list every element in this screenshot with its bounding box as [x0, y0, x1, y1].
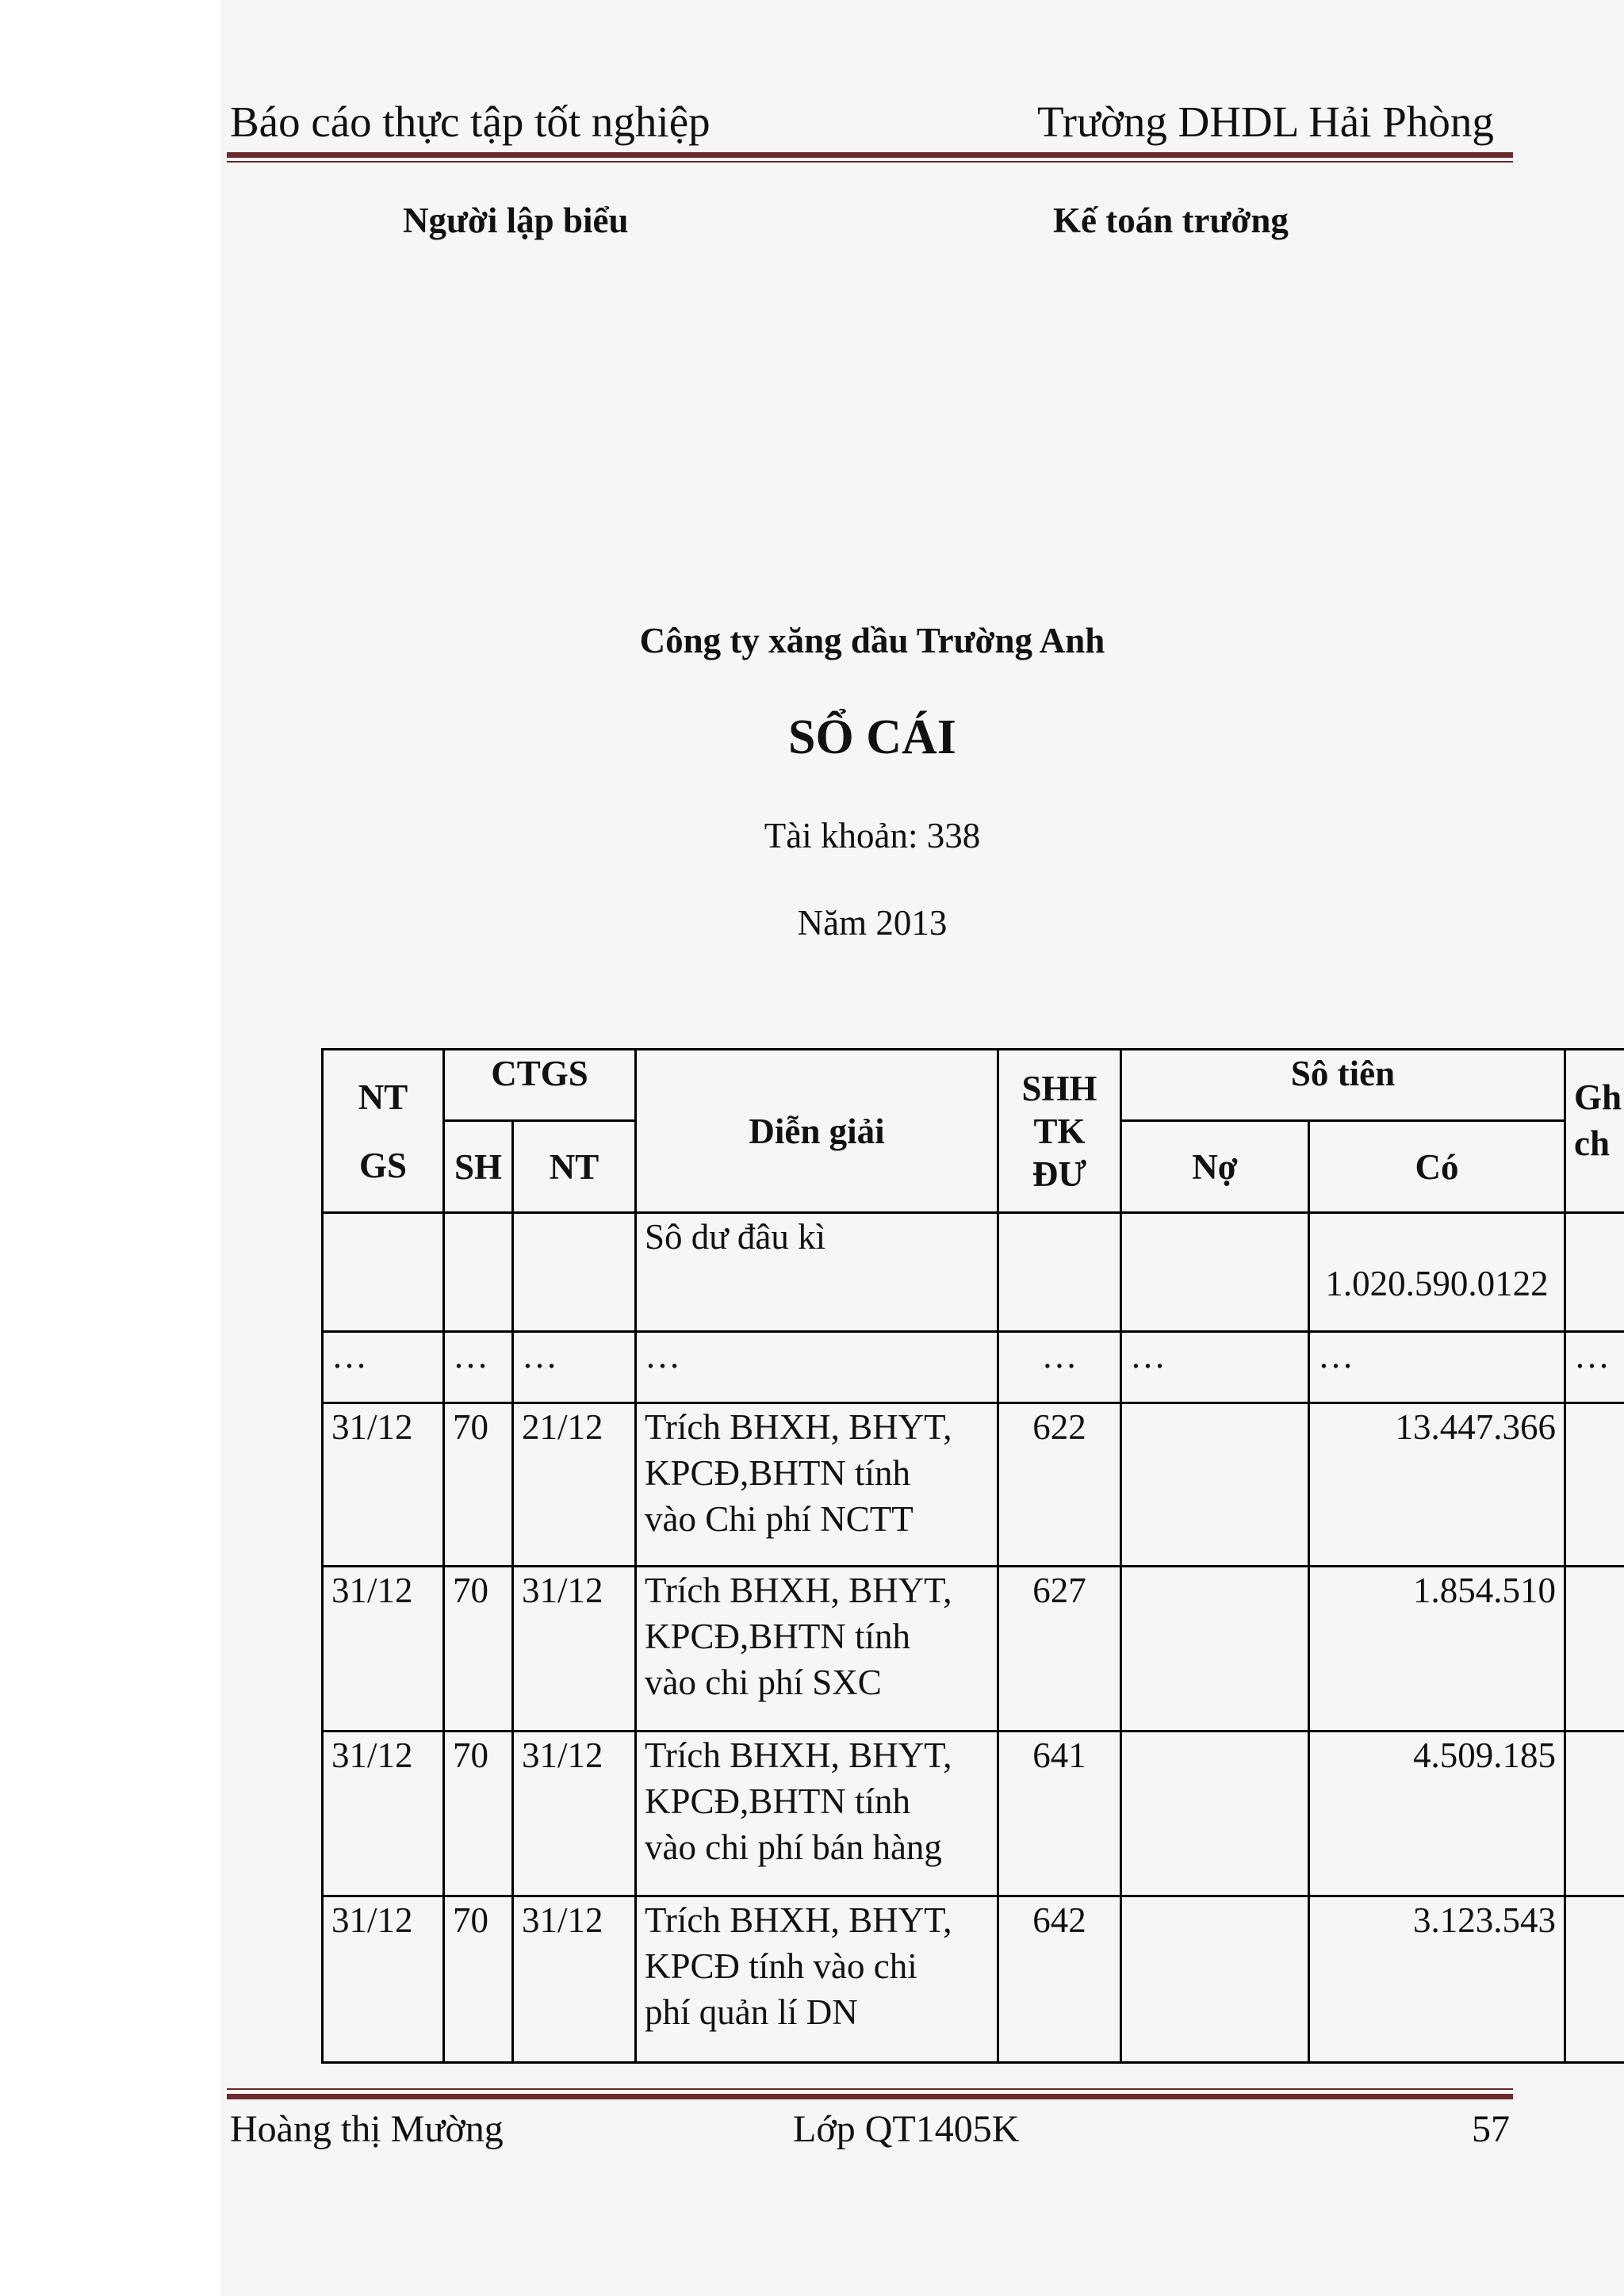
- signature-preparer: Người lập biểu: [403, 201, 629, 240]
- ellipsis-cell: …: [513, 1332, 636, 1403]
- opening-label: Sô dư đâu kì: [636, 1213, 998, 1332]
- ghi-chu-line-2: ch: [1574, 1123, 1611, 1163]
- nt-gs-line-1: NT: [358, 1077, 408, 1117]
- row-ghi-chu: [1565, 1403, 1624, 1567]
- table-cell: [323, 1213, 444, 1332]
- header-right: Trường DHDL Hải Phòng: [1037, 98, 1494, 146]
- header-rule-thick: [227, 152, 1513, 158]
- row-desc: [636, 1403, 998, 1567]
- ellipsis-cell: …: [1309, 1332, 1565, 1403]
- row-no: [1121, 1732, 1309, 1896]
- header-rule-thin: [227, 161, 1513, 163]
- ellipsis-cell: …: [323, 1332, 444, 1403]
- col-header-no: Nợ: [1121, 1121, 1309, 1213]
- row-no: [1121, 1567, 1309, 1732]
- table-row: [323, 1403, 1624, 1567]
- account-label: Tài khoản: 338: [764, 816, 981, 855]
- row-desc: [636, 1732, 998, 1896]
- row-tk: 642: [998, 1896, 1121, 2063]
- desc-line: Trích BHXH, BHYT,: [645, 1407, 952, 1447]
- ellipsis-cell: …: [444, 1332, 513, 1403]
- header-row-1: [323, 1050, 1624, 1121]
- row-ntgs: 31/12: [323, 1896, 444, 2063]
- col-header-nt-gs: [323, 1050, 444, 1213]
- row-ntgs: 31/12: [323, 1403, 444, 1567]
- tk-line: TK: [1033, 1111, 1086, 1151]
- desc-line: Trích BHXH, BHYT,: [645, 1571, 952, 1610]
- row-nt: 21/12: [513, 1403, 636, 1567]
- row-co: 4.509.185: [1309, 1732, 1565, 1896]
- nt-gs-line-2: GS: [358, 1145, 408, 1185]
- table-cell: [998, 1213, 1121, 1332]
- row-co: 3.123.543: [1309, 1896, 1565, 2063]
- col-header-ghi-chu: [1565, 1050, 1624, 1213]
- du-line: ĐƯ: [1032, 1154, 1087, 1194]
- col-header-so-tien: Sô tiên: [1121, 1050, 1565, 1121]
- footer-rule-thin: [227, 2088, 1513, 2090]
- table-row: [323, 1567, 1624, 1732]
- desc-line: Trích BHXH, BHYT,: [645, 1735, 952, 1775]
- row-sh: 70: [444, 1732, 513, 1896]
- row-nt: 31/12: [513, 1896, 636, 2063]
- footer-class: Lớp QT1405K: [793, 2108, 1020, 2150]
- desc-line: vào Chi phí NCTT: [645, 1499, 914, 1539]
- desc-line: vào chi phí bán hàng: [645, 1827, 942, 1867]
- header-left: Báo cáo thực tập tốt nghiệp: [230, 98, 710, 146]
- row-ghi-chu: [1565, 1732, 1624, 1896]
- desc-line: KPCĐ,BHTN tính: [645, 1617, 911, 1656]
- row-nt: 31/12: [513, 1567, 636, 1732]
- year-label: Năm 2013: [797, 903, 948, 943]
- row-no: [1121, 1403, 1309, 1567]
- row-sh: 70: [444, 1403, 513, 1567]
- row-ntgs: 31/12: [323, 1732, 444, 1896]
- table-row: [323, 1732, 1624, 1896]
- company-name: Công ty xăng dầu Trường Anh: [639, 621, 1105, 660]
- col-header-sh: SH: [444, 1121, 513, 1213]
- row-tk: 641: [998, 1732, 1121, 1896]
- row-tk: 627: [998, 1567, 1121, 1732]
- table-cell: [1565, 1213, 1624, 1332]
- row-ghi-chu: [1565, 1567, 1624, 1732]
- ellipsis-row: [323, 1332, 1624, 1403]
- ellipsis-cell: …: [1565, 1332, 1624, 1403]
- desc-line: phí quản lí DN: [645, 1992, 858, 2032]
- col-header-shh-tk-du: [998, 1050, 1121, 1213]
- desc-line: KPCĐ,BHTN tính: [645, 1453, 911, 1493]
- col-header-nt: NT: [513, 1121, 636, 1213]
- footer-page-number: 57: [1472, 2108, 1510, 2150]
- desc-line: KPCĐ,BHTN tính: [645, 1781, 911, 1821]
- ellipsis-cell: …: [998, 1332, 1121, 1403]
- row-ntgs: 31/12: [323, 1567, 444, 1732]
- row-no: [1121, 1896, 1309, 2063]
- table-cell: [513, 1213, 636, 1332]
- col-header-co: Có: [1309, 1121, 1565, 1213]
- row-tk: 622: [998, 1403, 1121, 1567]
- footer-rule-thick: [227, 2094, 1513, 2099]
- row-nt: 31/12: [513, 1732, 636, 1896]
- col-header-ctgs: CTGS: [444, 1050, 636, 1121]
- opening-co: 1.020.590.0122: [1309, 1213, 1565, 1332]
- page-title: SỔ CÁI: [788, 710, 956, 764]
- table-row: [323, 1896, 1624, 2063]
- row-sh: 70: [444, 1567, 513, 1732]
- row-desc: [636, 1896, 998, 2063]
- table-cell: [444, 1213, 513, 1332]
- desc-line: vào chi phí SXC: [645, 1663, 882, 1702]
- desc-line: KPCĐ tính vào chi: [645, 1946, 917, 1986]
- ghi-chu-line-1: Gh: [1574, 1077, 1622, 1117]
- ellipsis-cell: …: [1121, 1332, 1309, 1403]
- opening-balance-row: [323, 1213, 1624, 1332]
- ledger-table: [321, 1048, 1624, 2064]
- row-ghi-chu: [1565, 1896, 1624, 2063]
- shh-line: SHH: [1021, 1068, 1097, 1108]
- table-cell: [1121, 1213, 1309, 1332]
- col-header-dien-giai: Diễn giải: [636, 1050, 998, 1213]
- ellipsis-cell: …: [636, 1332, 998, 1403]
- row-co: 1.854.510: [1309, 1567, 1565, 1732]
- row-sh: 70: [444, 1896, 513, 2063]
- signature-chief-accountant: Kế toán trưởng: [1053, 201, 1289, 240]
- desc-line: Trích BHXH, BHYT,: [645, 1900, 952, 1940]
- footer-author: Hoàng thị Mường: [230, 2108, 504, 2150]
- row-desc: [636, 1567, 998, 1732]
- row-co: 13.447.366: [1309, 1403, 1565, 1567]
